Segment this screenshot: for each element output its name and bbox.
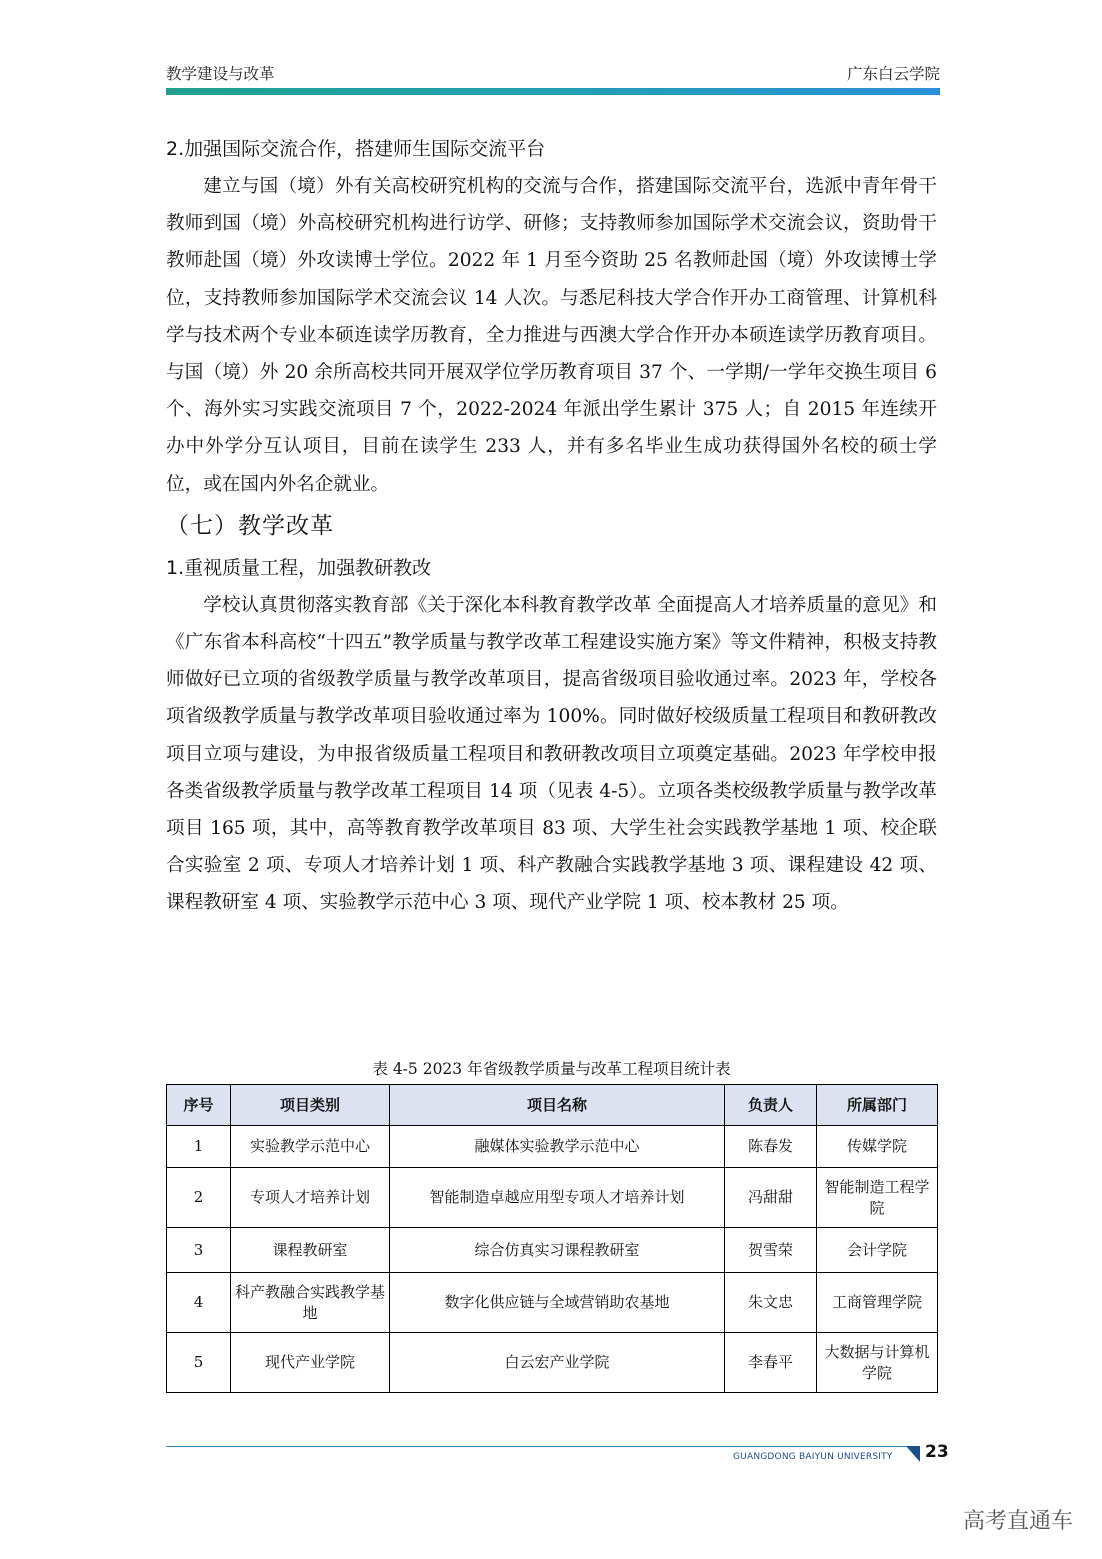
table-header-row	[167, 1085, 938, 1126]
page-number: 23	[925, 1442, 949, 1462]
subsection-heading-quality: 1.重视质量工程，加强教研教改	[166, 556, 432, 579]
cell-project-name: 融媒体实验教学示范中心	[390, 1126, 725, 1168]
table-row	[167, 1228, 938, 1273]
cell-category: 专项人才培养计划	[231, 1168, 390, 1228]
paragraph-international: 建立与国（境）外有关高校研究机构的交流与合作，搭建国际交流平台，选派中青年骨干教师到国（境）外高校研究机构进行访学、研修；支持教师参加国际学术交流会议，资助骨干教师赴国（境）外攻读博士学位。2022 年 1 月至今资助 25 名教师赴国（境）外攻读博士学位，支持教师参加国际学术交流会议 14 人次。与悉尼科技大学合作开办工商管理、计算机科学与技术两个专业本硕连读学历教育，全力推进与西澳大学合作开办本硕连读学历教育项目。与国（境）外 20 余所高校共同开展双学位学历教育项目 37 个、一学期/一学年交换生项目 6 个、海外实习实践交流项目 7 个，2022-2024 年派出学生累计 375 人；自 2015 年连续开办中外学分互认项目，目前在读学生 233 人，并有多名毕业生成功获得国外名校的硕士学位，或在国内外名企就业。	[166, 176, 937, 495]
cell-project-name: 数字化供应链与全域营销助农基地	[390, 1273, 725, 1333]
cell-index: 3	[167, 1228, 231, 1273]
section-heading-international: 2.加强国际交流合作，搭建师生国际交流平台	[166, 138, 546, 160]
cell-index: 2	[167, 1168, 231, 1228]
header-leader: 负责人	[725, 1085, 817, 1126]
footer-rule	[166, 1446, 910, 1447]
cell-project-name: 白云宏产业学院	[390, 1333, 725, 1393]
cell-department: 会计学院	[817, 1228, 938, 1273]
cell-department: 工商管理学院	[817, 1273, 938, 1333]
cell-category: 现代产业学院	[231, 1333, 390, 1393]
cell-leader: 冯甜甜	[725, 1168, 817, 1228]
table-row	[167, 1126, 938, 1168]
footer-university-name: GUANGDONG BAIYUN UNIVERSITY	[733, 1452, 893, 1462]
cell-category: 科产教融合实践教学基地	[231, 1273, 390, 1333]
cell-leader: 李春平	[725, 1333, 817, 1393]
main-content	[166, 130, 937, 922]
table-row	[167, 1168, 938, 1228]
table-caption: 表 4-5 2023 年省级教学质量与改革工程项目统计表	[372, 1060, 731, 1078]
cell-leader: 贺雪荣	[725, 1228, 817, 1273]
paragraph-quality: 学校认真贯彻落实教育部《关于深化本科教育教学改革 全面提高人才培养质量的意见》和《广东省本科高校“十四五”教学质量与教学改革工程建设实施方案》等文件精神，积极支持教师做好已立项的省级教学质量与教学改革项目，提高省级项目验收通过率。2023 年，学校各项省级教学质量与教学改革项目验收通过率为 100%。同时做好校级质量工程项目和教研教改项目立项与建设，为申报省级质量工程项目和教研教改项目立项奠定基础。2023 年学校申报各类省级教学质量与教学改革工程项目 14 项（见表 4-5）。立项各类校级教学质量与教学改革项目 165 项，其中，高等教育教学改革项目 83 项、大学生社会实践教学基地 1 项、校企联合实验室 2 项、专项人才培养计划 1 项、科产教融合实践教学基地 3 项、课程建设 42 项、课程教研室 4 项、实验教学示范中心 3 项、现代产业学院 1 项、校本教材 25 项。	[166, 594, 937, 914]
page-header	[166, 58, 940, 98]
cell-department: 传媒学院	[817, 1126, 938, 1168]
header-section-title: 教学建设与改革	[166, 65, 275, 83]
header-university-name: 广东白云学院	[846, 65, 940, 83]
cell-index: 1	[167, 1126, 231, 1168]
cell-project-name: 综合仿真实习课程教研室	[390, 1228, 725, 1273]
cell-category: 实验教学示范中心	[231, 1126, 390, 1168]
header-category: 项目类别	[231, 1085, 390, 1126]
cell-leader: 朱文忠	[725, 1273, 817, 1333]
cell-index: 4	[167, 1273, 231, 1333]
cell-index: 5	[167, 1333, 231, 1393]
cell-category: 课程教研室	[231, 1228, 390, 1273]
cell-department: 大数据与计算机学院	[817, 1333, 938, 1393]
header-project-name: 项目名称	[390, 1085, 725, 1126]
watermark: 高考直通车	[963, 1509, 1074, 1534]
section-heading-teaching-reform: （七）教学改革	[166, 512, 334, 539]
cell-project-name: 智能制造卓越应用型专项人才培养计划	[390, 1168, 725, 1228]
table-row	[167, 1273, 938, 1333]
header-department: 所属部门	[817, 1085, 938, 1126]
cell-department: 智能制造工程学院	[817, 1168, 938, 1228]
table-row	[167, 1333, 938, 1393]
header-index: 序号	[167, 1085, 231, 1126]
cell-leader: 陈春发	[725, 1126, 817, 1168]
header-gradient-bar	[166, 88, 940, 95]
projects-table	[166, 1084, 938, 1393]
footer-triangle-icon	[906, 1446, 920, 1462]
